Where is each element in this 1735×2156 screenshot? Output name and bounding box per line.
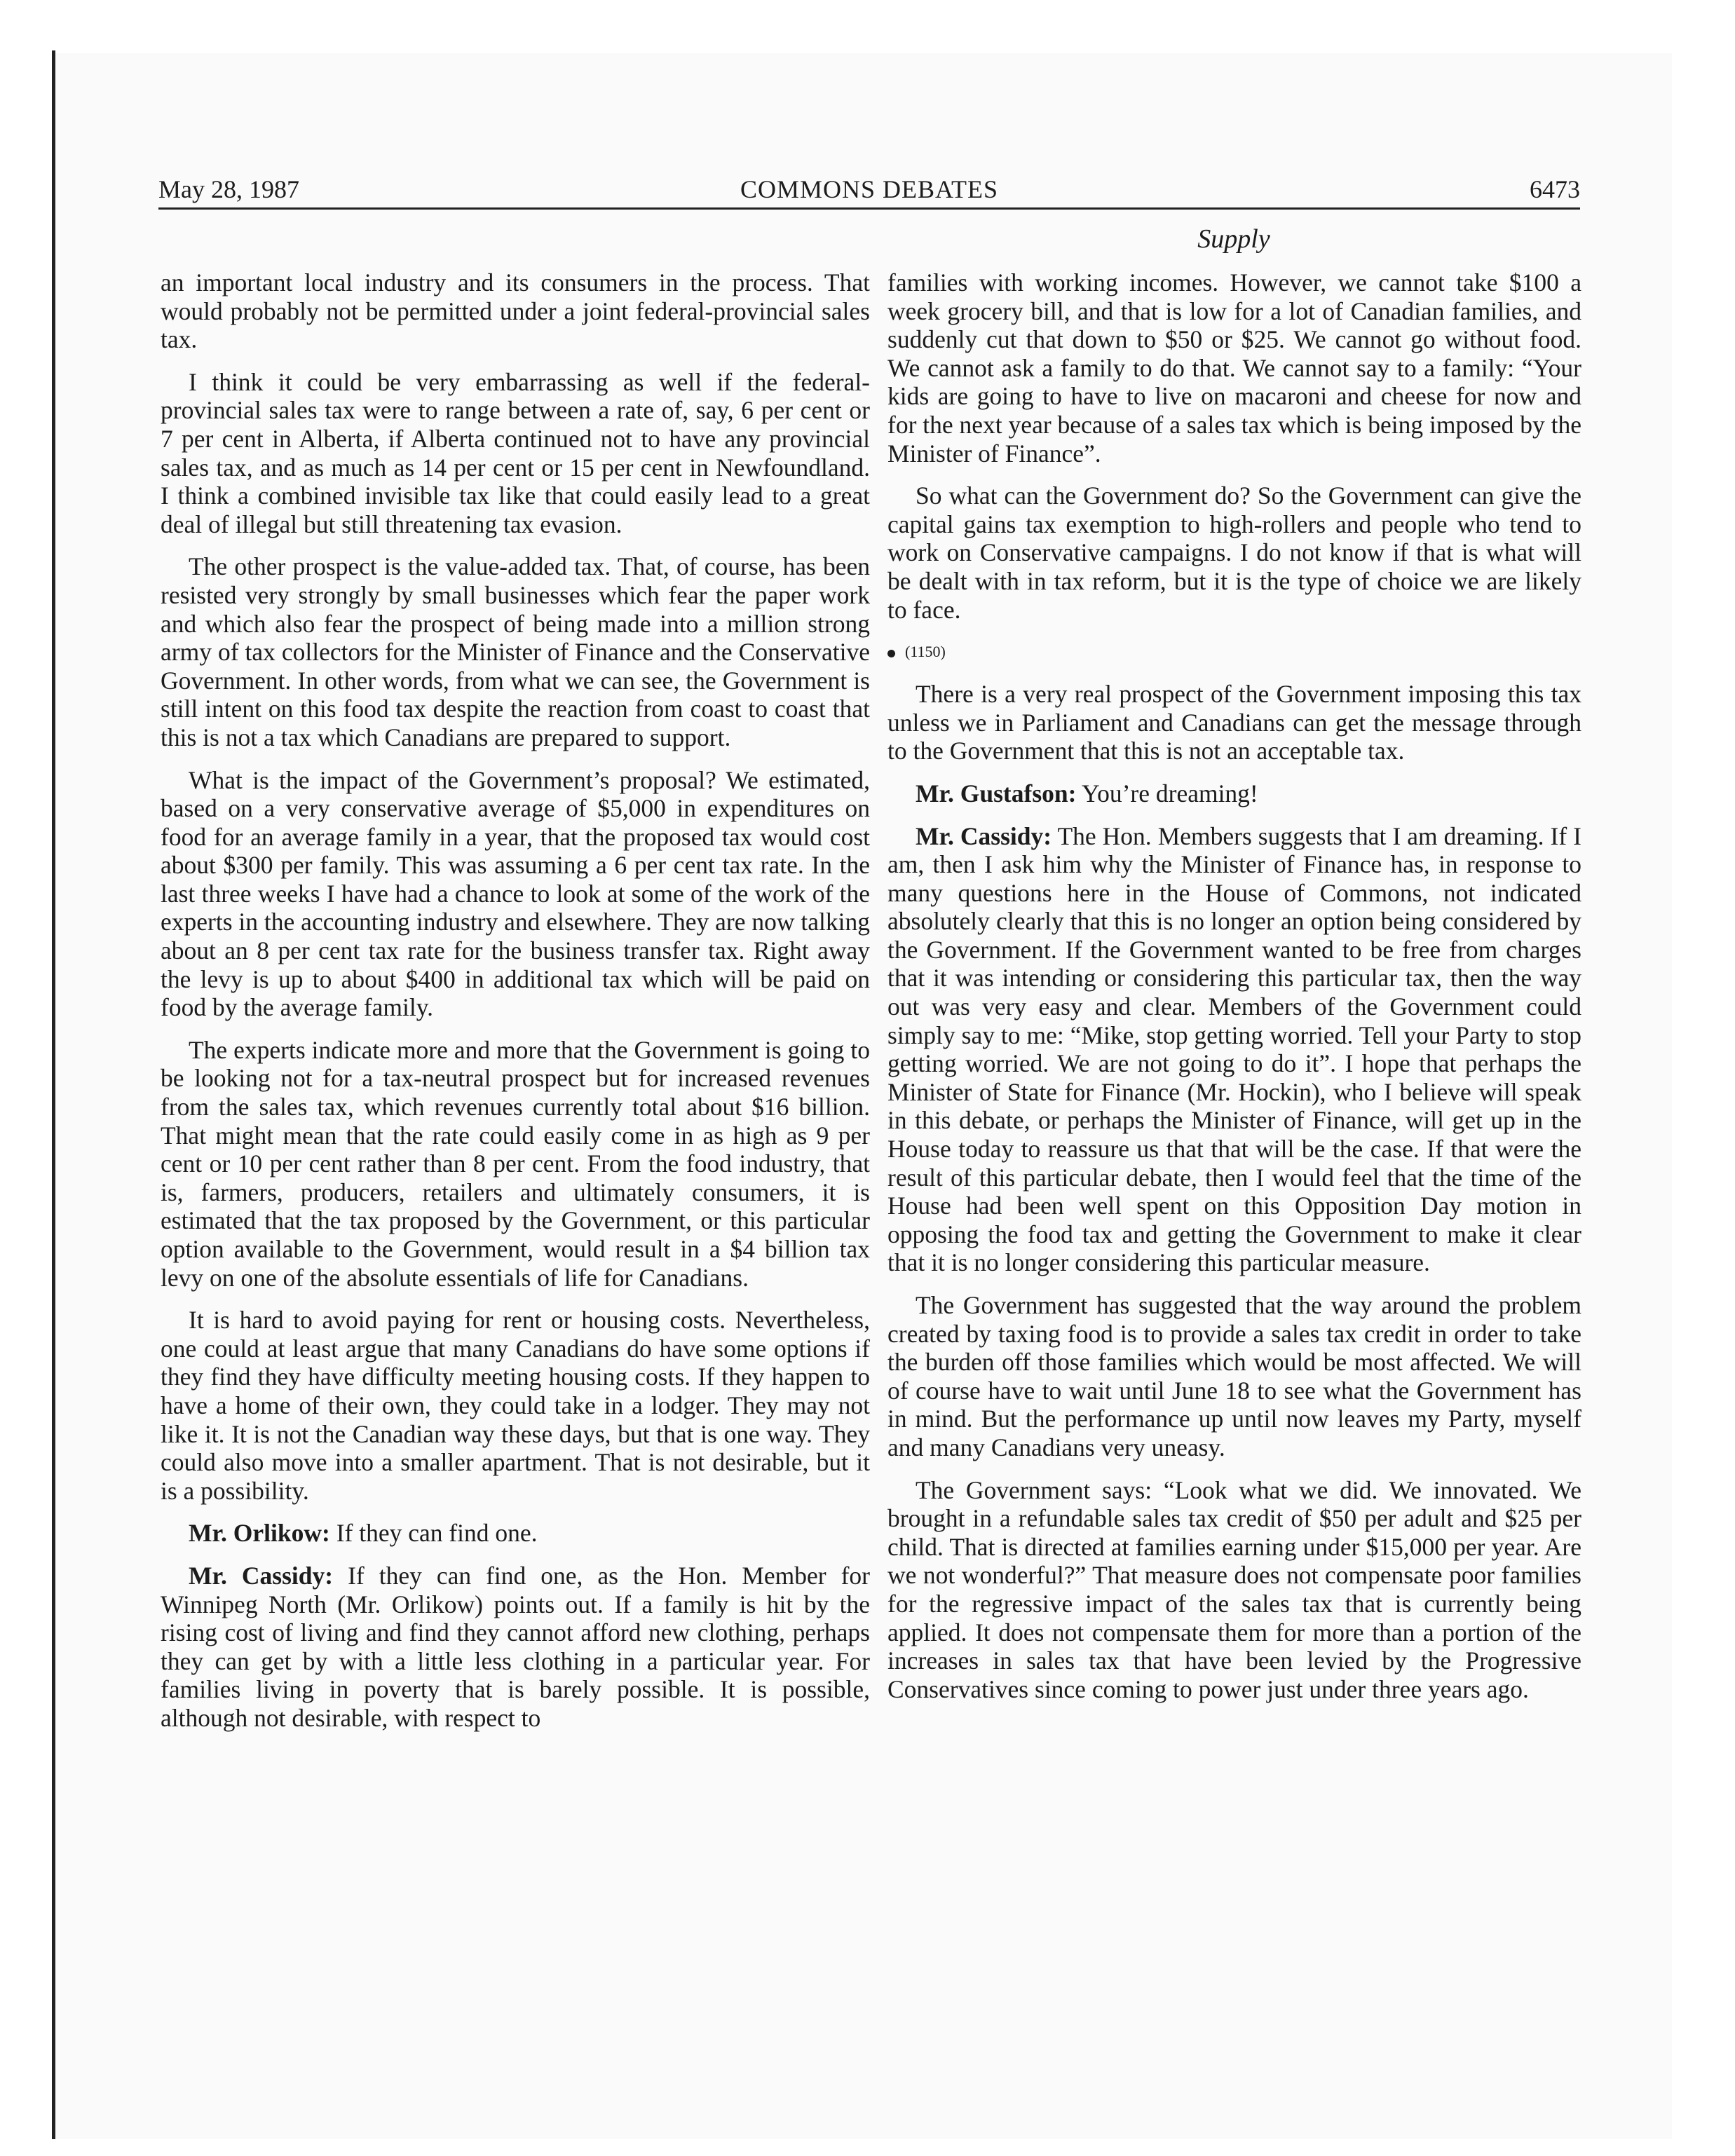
- speech-paragraph: [161, 1562, 870, 1733]
- paragraph: I think it could be very embarrassing as well if the federal-provincial sales tax were to range between a rate of, say, 6 per cent or 7 per cent in Alberta, if Alberta continued not to have any provincial sales tax, and as much as 14 per cent or 15 per cent in Newfoundland. I think a combined invisible tax like that could easily lead to a great deal of illegal but still threatening tax evasion.: [161, 367, 870, 538]
- time-marker: [887, 638, 1581, 666]
- paragraph: families with working incomes. However, we cannot take $100 a week grocery bill, and that is low for a lot of Canadian families, and suddenly cut that down to $50 or $25. We cannot go without food. We cannot ask a family to do that. We cannot say to a family: “Your kids are going to have to live on macaroni and cheese for now and for the next year because of a sales tax which is being imposed by the Minister of Finance”.: [887, 268, 1581, 468]
- speech-paragraph: [887, 779, 1581, 808]
- header-journal-title: COMMONS DEBATES: [740, 175, 999, 203]
- paragraph: The Government has suggested that the way around the problem created by taxing food is to provide a sales tax credit in order to take the burden off those families which would be most affected. We will of course have to wait until June 18 to see what the Government has in mind. But the performance up until now leaves my Party, myself and many Canadians very uneasy.: [887, 1291, 1581, 1461]
- paragraph: There is a very real prospect of the Government imposing this tax unless we in Parliament and Canadians can get the message through to the Government that this is not an acceptable tax.: [887, 680, 1581, 765]
- speaker-name: Mr. Cassidy:: [189, 1561, 334, 1590]
- speech-text: You’re dreaming!: [1076, 779, 1258, 807]
- right-column: [887, 268, 1581, 1717]
- header-date: May 28, 1987: [158, 175, 299, 203]
- paragraph: What is the impact of the Government’s proposal? We estimated, based on a very conservative average of $5,000 in expenditures on food for an average family in a year, that the proposed tax would cost about $300 per family. This was assuming a 6 per cent tax rate. In the last three weeks I have had a chance to look at some of the work of the experts in the accounting industry and elsewhere. They are now talking about an 8 per cent tax rate for the business transfer tax. Right away the levy is up to about $400 in additional tax which will be paid on food by the average family.: [161, 765, 870, 1022]
- paragraph: So what can the Government do? So the Government can give the capital gains tax exemption to high-rollers and people who tend to work on Conservative campaigns. I do not know if that is what will be dealt with in tax reform, but it is the type of choice we are likely to face.: [887, 482, 1581, 624]
- running-header: [158, 171, 1580, 210]
- paragraph: The other prospect is the value-added tax. That, of course, has been resisted very strongly by small businesses which fear the paper work and which also fear the prospect of being made into a million strong army of tax collectors for the Minister of Finance and the Conservative Government. In other words, from what we can see, the Government is still intent on this food tax despite the reaction from coast to coast that this is not a tax which Canadians are prepared to support.: [161, 552, 870, 751]
- paragraph: The Government says: “Look what we did. We innovated. We brought in a refundable sales tax credit of $50 per adult and $25 per child. That is directed at families earning under $15,000 per year. Are we not wonderful?” That measure does not compensate poor families for the regressive impact of the sales tax that is currently being applied. It does not compensate them for more than a portion of the increases in sales tax that have been levied by the Progressive Conservatives since coming to power just under three years ago.: [887, 1475, 1581, 1703]
- speech-paragraph: [887, 822, 1581, 1278]
- speech-text: The Hon. Members suggests that I am dreaming. If I am, then I ask him why the Minister of Finance has, in response to many questions here in the House of Commons, not indicated absolutely clearly that this is no longer an option being considered by the Government. If the Government wanted to be free from charges that it was intending or considering this particular tax, then the way out was very easy and clear. Members of the Government could simply say to me: “Mike, stop getting worried. Tell your Party to stop getting worried. We are not going to do it”. I hope that perhaps the Minister of State for Finance (Mr. Hockin), who I believe will speak in this debate, or perhaps the Minister of Finance, will get up in the House today to reassure us that that will be the case. If that were the result of this particular debate, then I would feel that the time of the House had been well spent on this Opposition Day motion in opposing the food tax and getting the Government to make it clear that it is no longer considering this particular measure.: [887, 821, 1582, 1277]
- paragraph: an important local industry and its consumers in the process. That would probably not be permitted under a joint federal-provincial sales tax.: [161, 268, 870, 354]
- speaker-name: Mr. Gustafson:: [916, 779, 1077, 807]
- section-title: Supply: [1197, 224, 1270, 254]
- speech-text: If they can find one, as the Hon. Member for Winnipeg North (Mr. Orlikow) points out. If a family is hit by the rising cost of living and find they cannot afford new clothing, perhaps they can get by with a little less clothing in a particular year. For families living in poverty that is barely possible. It is possible, although not desirable, with respect to: [161, 1561, 871, 1732]
- bullet-icon: [887, 650, 895, 657]
- paragraph: The experts indicate more and more that the Government is going to be looking not for a tax-neutral prospect but for increased revenues from the sales tax, which revenues currently total about $16 billion. That might mean that the rate could easily come in as high as 9 per cent or 10 per cent rather than 8 per cent. From the food industry, that is, farmers, producers, retailers and ultimately consumers, it is estimated that the tax proposed by the Government, or this particular option available to the Government, would result in a $4 billion tax levy on one of the absolute essentials of life for Canadians.: [161, 1035, 870, 1292]
- speaker-name: Mr. Orlikow:: [189, 1519, 330, 1548]
- speech-text: If they can find one.: [329, 1519, 538, 1548]
- time-marker-text: (1150): [905, 643, 946, 661]
- paragraph: It is hard to avoid paying for rent or housing costs. Nevertheless, one could at least argue that many Canadians do have some options if they find they have difficulty meeting housing costs. If they happen to have a home of their own, they could take in a lodger. They may not like it. It is not the Canadian way these days, but that is one way. They could also move into a smaller apartment. That is not desirable, but it is a possibility.: [161, 1306, 870, 1505]
- speaker-name: Mr. Cassidy:: [916, 821, 1052, 850]
- header-page-number: 6473: [1530, 175, 1580, 203]
- left-column: [161, 268, 870, 1747]
- speech-paragraph: [161, 1519, 870, 1548]
